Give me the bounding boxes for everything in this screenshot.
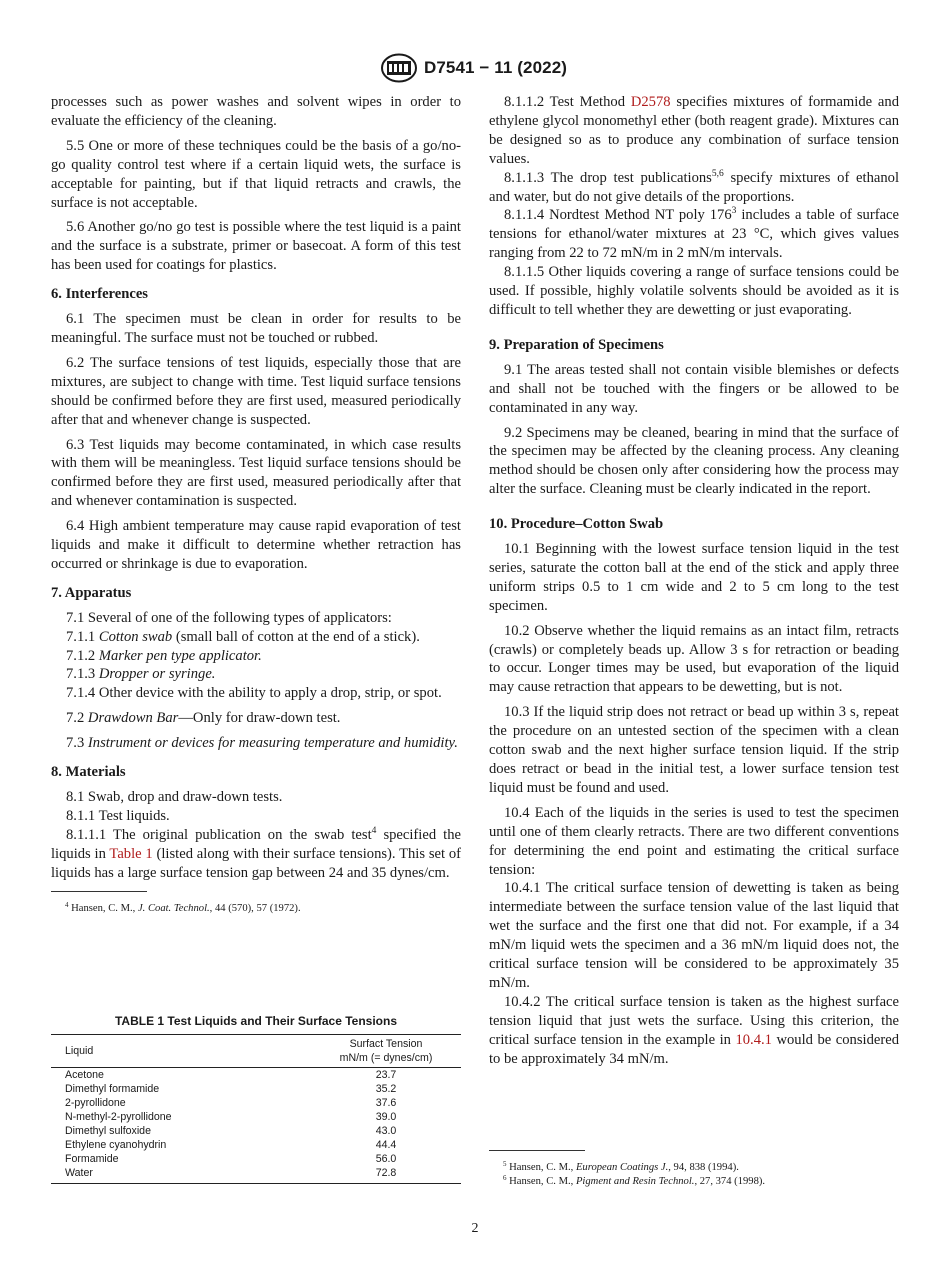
column-header-liquid: Liquid	[65, 1045, 94, 1057]
page-number: 2	[471, 1221, 479, 1236]
table-1	[51, 1014, 461, 1184]
table-row: Dimethyl formamide 35.2	[65, 1083, 397, 1095]
paragraph-10-4: 10.4 Each of the liquids in the series is used to test the specimen until one of them clearly retracts. There are two different conventions for determining the end point and estimating the critical surface tension:	[489, 804, 899, 878]
footnote-4: $^4$ Hansen, C. M., J. Coat. Technol., 44 (570), 57 (1972).	[65, 900, 301, 914]
table-row: Formamide 56.0	[65, 1153, 397, 1165]
section-heading-procedure: 10. Procedure–Cotton Swab	[489, 516, 664, 533]
footnote-5: $^5$ Hansen, C. M., European Coatings J., 94, 838 (1994).	[503, 1160, 739, 1173]
paragraph-7-1-4: 7.1.4 Other device with the ability to apply a drop, strip, or spot.	[66, 685, 442, 702]
paragraph-7-2: 7.2 Drawdown Bar—Only for draw-down test.	[66, 710, 341, 727]
table-row: Dimethyl sulfoxide 43.0	[65, 1125, 397, 1137]
paragraph-10-1: 10.1 Beginning with the lowest surface tension liquid in the test series, saturate the cotton ball at the end of the stick and apply three uniform strips 0.5 to 1 cm wide and 2 to 5 cm long to the test specimen.	[489, 541, 899, 614]
column-header-surface-tension: Surfact Tension mN/m (= dynes/cm)	[339, 1038, 433, 1064]
paragraph-6-4: 6.4 High ambient temperature may cause rapid evaporation of test liquids and make it difficult to determine whether retraction has occurred or shrinkage is due to evaporation.	[51, 518, 461, 572]
footnote-divider	[51, 891, 147, 892]
paragraph-7-1-1: 7.1.1 Cotton swab (small ball of cotton at the end of a stick).	[66, 628, 420, 645]
paragraph-8-1-1-2: 8.1.1.2 Test Method D2578 specifies mixtures of formamide and ethylene glycol monomethyl ether (both reagent grade). Mixtures can be designed so as to produce any combination of surface tension values.	[489, 94, 899, 167]
table-header-row	[51, 1035, 461, 1068]
right-footnotes	[489, 1150, 899, 1189]
table-1-link[interactable]: Table 1	[109, 845, 153, 862]
paragraph-8-1-1-3: 8.1.1.3 The drop test publications$^{5,6}$ specify mixtures of ethanol and water, but do not give details of the proportions.	[489, 168, 899, 205]
paragraph-8-1-1-4: 8.1.1.4 Nordtest Method NT poly $176^3$ includes a table of surface tensions for ethanol/water mixtures at 23 °C, which gives values ranging from 22 to 72 mN/m in 2 mN/m intervals.	[489, 206, 899, 262]
paragraph-10-4-1: 10.4.1 The critical surface tension of dewetting is taken as being intermediate between the surface tension value of the last liquid that wet the surface and the first one that did not. For example, if a 34 mN/m liquid wets the specimen and a 36 mN/m liquid does not, the critical surface tension will be considered to be approximately 35 mN/m.	[489, 880, 899, 991]
table-row: Water 72.8	[51, 1166, 461, 1184]
section-heading-materials: 8. Materials	[51, 764, 126, 781]
table-title: TABLE 1 Test Liquids and Their Surface Tensions	[114, 1014, 398, 1028]
surface-tension-table	[51, 1034, 461, 1184]
table-row: Ethylene cyanohydrin 44.4	[65, 1139, 397, 1151]
table-row: N-methyl-2-pyrollidone 39.0	[65, 1111, 397, 1123]
paragraph-8-1-1-5: 8.1.1.5 Other liquids covering a range of surface tensions could be used. If possible, highly volatile solvents should be avoided as it is difficult to tell whether they are dewetting or just evaporating.	[489, 264, 899, 318]
paragraph-continuation: processes such as power washes and solvent wipes in order to evaluate the efficiency of the cleaning.	[51, 94, 461, 129]
section-heading-interferences: 6. Interferences	[51, 286, 148, 303]
paragraph-7-3: 7.3 Instrument or devices for measuring temperature and humidity.	[66, 735, 458, 752]
paragraph-7-1-3: 7.1.3 Dropper or syringe.	[66, 666, 216, 683]
section-heading-apparatus: 7. Apparatus	[51, 584, 132, 601]
paragraph-9-2: 9.2 Specimens may be cleaned, bearing in mind that the surface of the specimen may be affected by the cleaning process. Any cleaning method should be chosen only after considering how the process may alter the surface. Cleaning must be clearly indicated in the report.	[489, 424, 899, 498]
paragraph-6-1: 6.1 The specimen must be clean in order for results to be meaningful. The surface must not be touched or rubbed.	[51, 311, 461, 346]
paragraph-5-5: 5.5 One or more of these techniques could be the basis of a go/no-go quality control test where if a certain liquid wets, the surface is acceptable for painting, but if that liquid retracts and crawls, the surface is not acceptable.	[51, 137, 461, 211]
paragraph-8-1-1: 8.1.1 Test liquids.	[66, 807, 170, 824]
table-row: Acetone 23.7	[65, 1069, 397, 1081]
paragraph-6-2: 6.2 The surface tensions of test liquids, especially those that are mixtures, are subject to change with time. Test liquid surface tensions should be confirmed before they are first used, measured periodically after that and whenever change is suspected.	[51, 354, 461, 428]
paragraph-6-3: 6.3 Test liquids may become contaminated, in which case results with them will be meaningless. Test liquid surface tensions should be confirmed before they are first used, measured periodically after that and whenever contamination is suspected.	[51, 436, 461, 510]
paragraph-8-1-1-1: 8.1.1.1 The original publication on the swab test$^4$ specified the liquids in Table 1 (listed along with their surface tensions). This set of liquids has a large surface tension gap between 24 and 35 dynes/cm.	[51, 825, 461, 881]
section-heading-preparation: 9. Preparation of Specimens	[489, 336, 664, 353]
paragraph-8-1: 8.1 Swab, drop and draw-down tests.	[66, 789, 283, 805]
footnote-6: $^6$ Hansen, C. M., Pigment and Resin Technol., 27, 374 (1998).	[503, 1174, 766, 1187]
paragraph-5-6: 5.6 Another go/no go test is possible where the test liquid is a paint and the surface is a substrate, primer or basecoat. A form of this test has been used for coatings for plastics.	[51, 219, 461, 274]
paragraph-10-4-2: 10.4.2 The critical surface tension is taken as the highest surface tension liquid that just wets the surface. Using this criterion, the critical surface tension in the example in 10.4.1 would be considered to be approximately 34 mN/m.	[489, 993, 899, 1067]
paragraph-10-3: 10.3 If the liquid strip does not retract or bead up within 3 s, repeat the procedure on an untested section of the specimen with a clean cotton swab and the next higher surface tension liquid. If the strip does retract or bead in the initial test, a lower surface tension test liquid must be found and used.	[489, 704, 899, 796]
section-10-4-1-link[interactable]: 10.4.1	[735, 1031, 772, 1048]
paragraph-7-1-2: 7.1.2 Marker pen type applicator.	[66, 647, 262, 664]
footnote-divider	[489, 1150, 585, 1151]
document-designation: D7541 − 11 (2022)	[424, 58, 568, 77]
astm-logo-icon	[380, 52, 418, 84]
left-column	[51, 93, 461, 916]
table-row: 2-pyrollidone 37.6	[65, 1097, 397, 1109]
d2578-link[interactable]: D2578	[630, 94, 671, 110]
right-column	[489, 93, 899, 1069]
paragraph-10-2: 10.2 Observe whether the liquid remains as an intact film, retracts (crawls) or completely beads up. Allow 3 s for retraction or beading to occur. Longer times may be used, but evaporation of the liquid may cause retraction that appears to be dewetting, but is not.	[489, 622, 899, 696]
paragraph-7-1: 7.1 Several of one of the following types of applicators:	[66, 609, 392, 626]
page-header	[0, 52, 950, 86]
paragraph-9-1: 9.1 The areas tested shall not contain visible blemishes or defects and shall not be touched with the fingers or be allowed to be contaminated in any way.	[489, 361, 899, 416]
